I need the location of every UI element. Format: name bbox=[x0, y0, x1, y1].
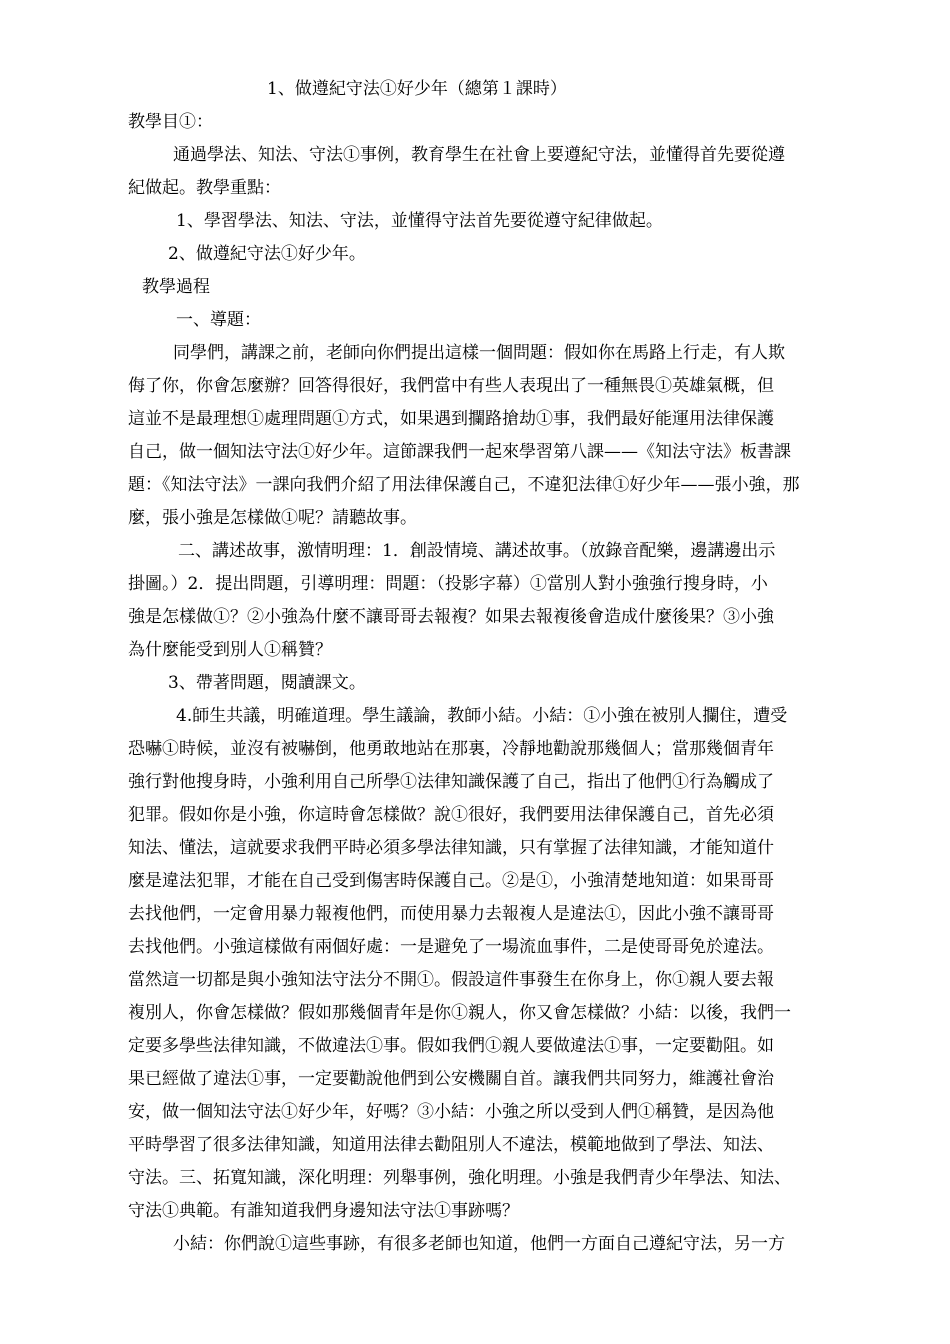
paragraph-line: 3、帶著問題，閱讀課文。 bbox=[168, 673, 366, 693]
paragraph-line: 侮了你，你會怎麼辦？回答得很好，我們當中有些人表現出了一種無畏①英雄氣概，但 bbox=[128, 376, 774, 396]
paragraph-line: 4.師生共議，明確道理。學生議論，教師小結。小結：①小強在被別人攔住，遭受 bbox=[176, 706, 788, 726]
paragraph-line: 恐嚇①時候，並沒有被嚇倒，他勇敢地站在那裏，冷靜地勸說那幾個人；當那幾個青年 bbox=[128, 739, 774, 759]
paragraph-line: 去找他們。小強這樣做有兩個好處：一是避免了一場流血事件，二是使哥哥免於違法。 bbox=[128, 937, 774, 957]
paragraph-line: 掛圖。）2．提出問題，引導明理：問題：（投影字幕）①當別人對小強強行搜身時，小 bbox=[128, 574, 768, 594]
paragraph-line: 犯罪。假如你是小強，你這時會怎樣做？說①很好，我們要用法律保護自己，首先必須 bbox=[128, 805, 774, 825]
paragraph-line: 守法。三、拓寬知識，深化明理：列舉事例，強化明理。小強是我們青少年學法、知法、 bbox=[128, 1168, 791, 1188]
document-title: 1、做遵紀守法①好少年（總第１課時） bbox=[267, 79, 567, 99]
paragraph-line: 這並不是最理想①處理問題①方式，如果遇到攔路搶劫①事，我們最好能運用法律保護 bbox=[128, 409, 774, 429]
paragraph-line: 同學們，講課之前，老師向你們提出這樣一個問題：假如你在馬路上行走，有人欺 bbox=[173, 343, 785, 363]
paragraph-line: 守法①典範。有誰知道我們身邊知法守法①事跡嗎？ bbox=[128, 1201, 519, 1221]
paragraph-line: 去找他們，一定會用暴力報複他們，而使用暴力去報複人是違法①，因此小強不讓哥哥 bbox=[128, 904, 774, 924]
list-item: 1、學習學法、知法、守法，並懂得守法首先要從遵守紀律做起。 bbox=[176, 211, 663, 231]
paragraph-line: 自己，做一個知法守法①好少年。這節課我們一起來學習第八課——《知法守法》板書課 bbox=[128, 442, 791, 462]
list-item: 2、做遵紀守法①好少年。 bbox=[168, 244, 366, 264]
paragraph-line: 複別人，你會怎樣做？假如那幾個青年是你①親人，你又會怎樣做？小結：以後，我們一 bbox=[128, 1003, 791, 1023]
paragraph-line: 當然這一切都是與小強知法守法分不開①。假設這件事發生在你身上，你①親人要去報 bbox=[128, 970, 774, 990]
paragraph-line: 題：《知法守法》一課向我們介紹了用法律保護自己，不違犯法律①好少年——張小強，那 bbox=[128, 475, 800, 495]
paragraph-line: 定要多學些法律知識，不做違法①事。假如我們①親人要做違法①事，一定要勸阻。如 bbox=[128, 1036, 774, 1056]
paragraph-line: 強是怎樣做①？②小強為什麼不讓哥哥去報複？如果去報複後會造成什麼後果？③小強 bbox=[128, 607, 774, 627]
paragraph-line: 麼，張小強是怎樣做①呢？請聽故事。 bbox=[128, 508, 417, 528]
paragraph-line: 小結：你們說①這些事跡，有很多老師也知道，他們一方面自己遵紀守法，另一方 bbox=[173, 1234, 785, 1254]
paragraph-line: 安，做一個知法守法①好少年，好嗎？③小結：小強之所以受到人們①稱贊，是因為他 bbox=[128, 1102, 774, 1122]
paragraph-line: 二、講述故事，激情明理：1．創設情境、講述故事。（放錄音配樂，邊講邊出示 bbox=[178, 541, 776, 561]
paragraph-line: 麼是違法犯罪，才能在自己受到傷害時保護自己。②是①，小強清楚地知道：如果哥哥 bbox=[128, 871, 774, 891]
paragraph-line: 果已經做了違法①事，一定要勸說他們到公安機關自首。讓我們共同努力，維護社會治 bbox=[128, 1069, 774, 1089]
paragraph-line: 平時學習了很多法律知識，知道用法律去勸阻別人不違法，模範地做到了學法、知法、 bbox=[128, 1135, 774, 1155]
section-heading: 一、導題： bbox=[176, 310, 261, 330]
paragraph-line: 強行對他搜身時，小強利用自己所學①法律知識保護了自己，指出了他們①行為觸成了 bbox=[128, 772, 774, 792]
paragraph-line: 知法、懂法，這就要求我們平時必須多學法律知識，只有掌握了法律知識，才能知道什 bbox=[128, 838, 774, 858]
paragraph-line: 通過學法、知法、守法①事例，教育學生在社會上要遵紀守法，並懂得首先要從遵 bbox=[173, 145, 785, 165]
section-heading: 教學目①： bbox=[128, 112, 213, 132]
section-heading: 教學過程 bbox=[142, 277, 210, 297]
paragraph-line: 紀做起。教學重點： bbox=[128, 178, 281, 198]
paragraph-line: 為什麼能受到別人①稱贊？ bbox=[128, 640, 332, 660]
